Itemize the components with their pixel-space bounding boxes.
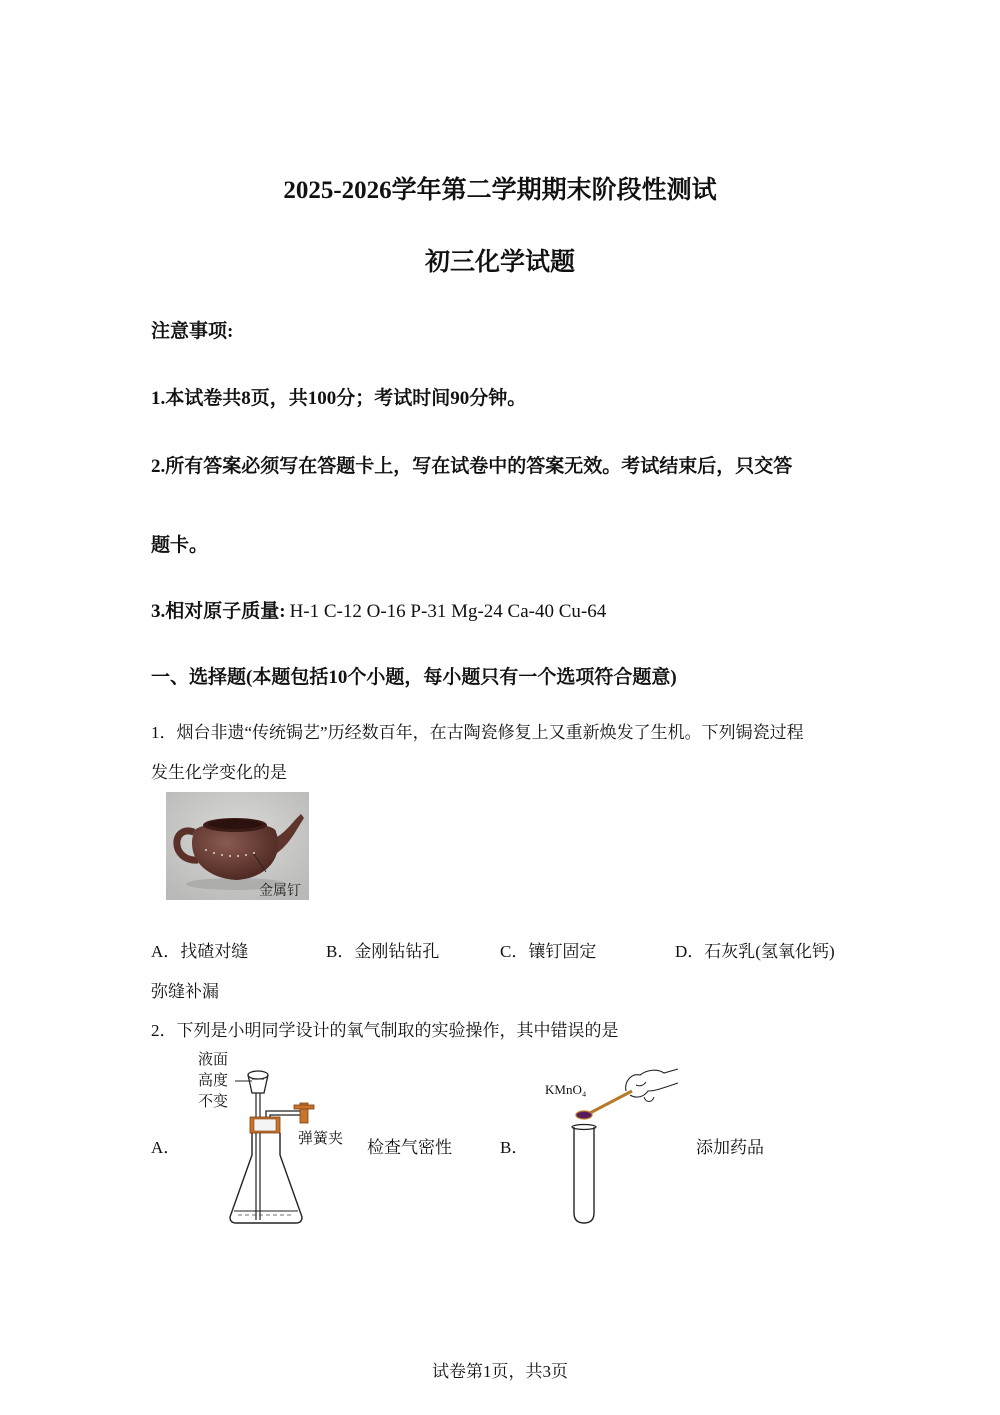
teapot-label: 金属钉	[259, 884, 301, 899]
q2-stem: 2．下列是小明同学设计的氧气制取的实验操作，其中错误的是	[151, 1021, 619, 1040]
q2-option-b-letter[interactable]: B．	[500, 1138, 529, 1157]
q1-option-b[interactable]: B．金刚钻钻孔	[326, 942, 440, 961]
note-item-2: 2.所有答案必须写在答题卡上，写在试卷中的答案无效。考试结束后，只交答	[151, 456, 793, 477]
label-liquid-3: 不变	[198, 1094, 229, 1110]
note-item-3	[151, 596, 606, 623]
atomic-mass-label: 3.相对原子质量:	[151, 601, 286, 622]
airtightness-check-diagram	[190, 1045, 365, 1230]
q1-option-d[interactable]: D．石灰乳(氢氧化钙)	[675, 942, 835, 961]
q2-option-a-caption: 检查气密性	[367, 1138, 452, 1157]
section-heading: 一、选择题(本题包括10个小题，每小题只有一个选项符合题意)	[151, 667, 677, 688]
teapot-image	[166, 792, 309, 900]
q1-stem-line2: 发生化学变化的是	[151, 763, 287, 782]
label-kmno4: KMnO₄	[545, 1082, 587, 1097]
q1-stem-line1: 1．烟台非遗“传统锔艺”历经数百年，在古陶瓷修复上又重新焕发了生机。下列锔瓷过程	[151, 723, 804, 742]
label-liquid-1: 液面	[198, 1052, 229, 1068]
q1-option-c[interactable]: C．镶钉固定	[500, 942, 597, 961]
q2-option-b-caption: 添加药品	[696, 1138, 764, 1157]
label-spring-clamp: 弹簧夹	[298, 1131, 344, 1147]
label-liquid-2: 高度	[198, 1073, 229, 1089]
add-reagent-diagram	[540, 1055, 685, 1230]
exam-subtitle: 初三化学试题	[424, 249, 575, 276]
page-footer: 试卷第1页，共3页	[432, 1362, 568, 1381]
q1-option-d-cont: 弥缝补漏	[151, 982, 219, 1001]
note-item-1: 1.本试卷共8页，共100分；考试时间90分钟。	[151, 388, 527, 409]
atomic-mass-values: H-1 C-12 O-16 P-31 Mg-24 Ca-40 Cu-64	[289, 601, 607, 622]
q1-option-a[interactable]: A．找碴对缝	[151, 942, 249, 961]
notes-heading: 注意事项:	[151, 321, 234, 342]
q2-option-a-letter[interactable]: A．	[151, 1138, 181, 1157]
note-item-2-cont: 题卡。	[151, 535, 209, 556]
exam-title: 2025-2026学年第二学期期末阶段性测试	[283, 177, 717, 204]
